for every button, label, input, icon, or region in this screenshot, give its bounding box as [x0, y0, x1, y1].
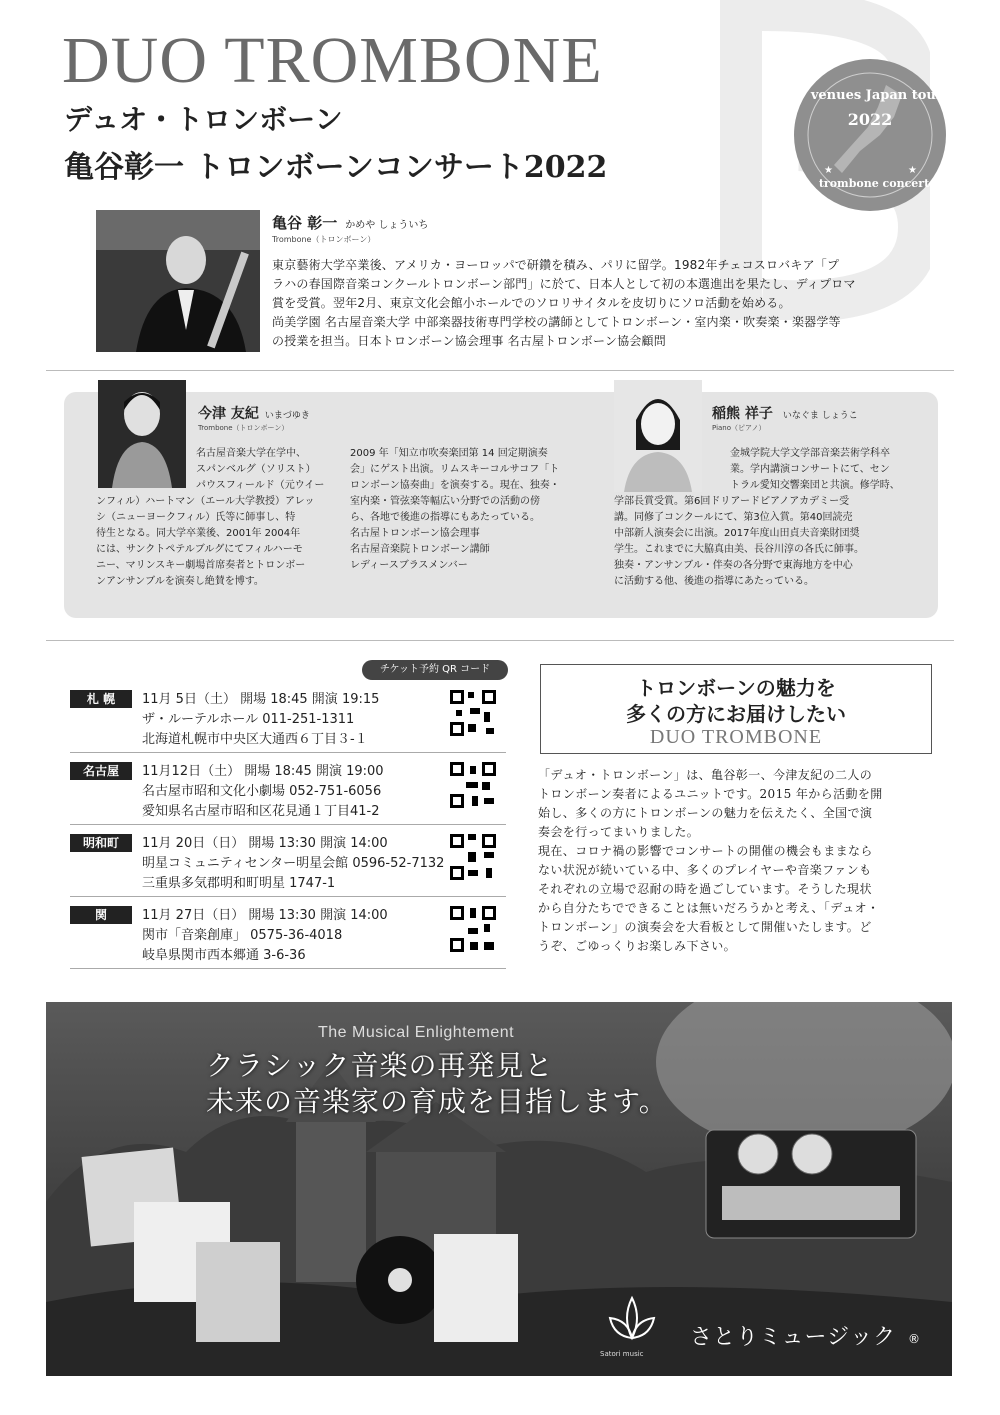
- event-venue: 名古屋市昭和文化小劇場 052-751-6056: [142, 784, 382, 799]
- event-date: 11月 20日（日） 開場 13:30 開演 14:00: [142, 836, 388, 851]
- performer3-bio: 金城学院大学文学部音楽芸術学科卒 業。学内講演コンサートにて、セン トラル愛知交響楽団と共演。修学時、 学部長賞受賞。第6回ドリアードピアノアカデミー受 講。同修了コンクールにて、第3位入賞。第40回読売 中部新人演奏会に出演。2017年度山田貞夫音楽財団奨 学生。これまでに大脇真由美、長谷川淳の各氏に師事。 独奏・アンサンブル・伴奏の各分野で東海地方を中心 に活動する他、後進の指導にあたっている。: [614, 448, 900, 587]
- event-address: 岐阜県関市西本郷通 3-6-36: [142, 948, 306, 963]
- city-label: 明和町: [70, 834, 132, 852]
- title-japanese: デュオ・トロンボーン: [64, 103, 343, 136]
- event-date: 11月 27日（日） 開場 13:30 開演 14:00: [142, 908, 388, 923]
- event-venue: 明星コミュニティセンター明星会館 0596-52-7132: [142, 856, 445, 871]
- event-venue: 関市「音楽創庫」 0575-36-4018: [142, 928, 343, 943]
- registered-mark: ®: [908, 1332, 920, 1346]
- performer1-name: 亀谷 彰一 かめや しょういち: [272, 214, 429, 232]
- divider: [46, 640, 954, 641]
- star-icon: ★: [824, 165, 833, 176]
- banner-english: The Musical Enlightement: [318, 1024, 515, 1041]
- performer1-kana: かめや しょういち: [345, 220, 429, 231]
- schedule-row: [70, 900, 506, 969]
- qr-code-icon[interactable]: [448, 832, 498, 882]
- message-heading-line1: トロンボーンの魅力を: [636, 676, 836, 700]
- title-english: DUO TROMBONE: [62, 24, 603, 97]
- city-label: 名古屋: [70, 762, 132, 780]
- kameya-photo: [96, 210, 260, 352]
- banner-tagline-line1: クラシック音楽の再発見と: [206, 1049, 554, 1082]
- tour-badge: [790, 55, 950, 215]
- banner-tagline-line2: 未来の音楽家の育成を目指します。: [206, 1085, 668, 1118]
- badge-subtitle: trombone concert: [818, 177, 930, 190]
- qr-code-icon[interactable]: [448, 904, 498, 954]
- performer1-role: Trombone（トロンボーン）: [272, 235, 376, 244]
- city-label: 札 幌: [70, 690, 132, 708]
- performer1-bio: 東京藝術大学卒業後、アメリカ・ヨーロッパで研鑽を積み、パリに留学。1982年チェコスロバキア「プ ラハの春国際音楽コンクールトロンボーン部門」に於て、日本人として初の本選進出を果たし、ディプロマ 賞を受賞。翌年2月、東京文化会館小ホールでのソロリサイタルを皮切りにソロ活動を始める。 尚美学園 名古屋音楽大学 中部楽器技術専門学校の講師としてトロンボーン・室内楽・吹奏楽・楽器学等 の授業を担当。日本トロンボーン協会理事 名古屋トロンボーン協会顧問: [272, 258, 856, 348]
- message-heading-line2: 多くの方にお届けしたい: [626, 702, 846, 726]
- qr-code-icon[interactable]: [448, 760, 498, 810]
- event-venue: ザ・ルーテルホール 011-251-1311: [142, 712, 355, 727]
- performer2-name: 今津 友紀 いまづゆき: [198, 406, 310, 422]
- lotus-logo-icon: [602, 1292, 662, 1346]
- performer2-role: Trombone（トロンボーン）: [198, 424, 289, 432]
- event-address: 三重県多気郡明和町明星 1747-1: [142, 876, 336, 891]
- event-date: 11月12日（土） 開場 18:45 開演 19:00: [142, 764, 384, 779]
- qr-code-label: チケット予約 QR コード: [362, 660, 508, 680]
- schedule-row: [70, 684, 506, 753]
- message-heading-english: DUO TROMBONE: [649, 726, 823, 748]
- qr-code-icon[interactable]: [448, 688, 498, 738]
- divider: [46, 370, 954, 371]
- star-icon: ★: [908, 165, 917, 176]
- event-address: 愛知県名古屋市昭和区花見通１丁目41-2: [142, 804, 380, 819]
- performer3-name: 稲熊 祥子 いなぐま しょうこ: [712, 406, 858, 422]
- performer2-bio-left: 名古屋音楽大学在学中、 スパンベルグ（ソリスト） パウスフィールド（元ウイー ンフィル）ハートマン（エール大学教授）アレッ シ（ニューヨークフィル）氏等に師事し、特 待生となる。同大学卒業後、2001年 2004年 には、サンクトペテルブルグにてフィルハーモ ニー、マリンスキー劇場首席奏者とトロンボー ンアンサンブルを演奏し絶賛を博す。: [96, 448, 325, 587]
- brand-name: さとりミュージック: [690, 1325, 897, 1350]
- schedule-row: [70, 828, 506, 897]
- brand-romanized: Satori music: [600, 1350, 644, 1358]
- event-date: 11月 5日（土） 開場 18:45 開演 19:15: [142, 692, 380, 707]
- concert-title: 亀谷彰一 トロンボーンコンサート2022: [64, 150, 608, 185]
- badge-year: 2022: [847, 110, 893, 129]
- performer2-bio-right: 2009 年「知立市吹奏楽団第 14 回定期演奏 会」にゲスト出演。リムスキーコルサコフ「ト ロンボーン協奏曲」を演奏する。現在、独奏・ 室内楽・管弦楽等幅広い分野での活動の傍 ら、各地で後進の指導にもあたっている。 名古屋トロンボーン協会理事 名古屋音楽院トロンボーン講師 レディースブラスメンバー: [350, 448, 560, 571]
- city-label: 関: [70, 906, 132, 924]
- performer3-role: Piano（ピアノ）: [712, 424, 766, 432]
- performer3-kana: いなぐま しょうこ: [782, 411, 858, 421]
- message-body: 「デュオ・トロンボーン」は、亀谷彰一、今津友紀の二人の トロンボーン奏者によるユニットです。2015 年から活動を開 始し、多くの方にトロンボーンの魅力を伝えたく、全国で演 奏会を行ってまいりました。 現在、コロナ禍の影響でコンサートの開催の機会もままなら ない状況が続いている中、多くのプレイヤーや音楽ファンも それぞれの立場で忍耐の時を過ごしています。そうした現状 から自分たちでできることは無いだろうかと考え、「デュオ・ トロンボーン」の演奏会を大看板として開催いたします。ど うぞ、ごゆっくりお楽しみ下さい。: [538, 768, 883, 953]
- performer2-kana: いまづゆき: [264, 411, 310, 421]
- event-address: 北海道札幌市中央区大通西６丁目３-１: [142, 732, 368, 747]
- schedule-row: [70, 756, 506, 825]
- badge-title: 7 venues Japan tour: [797, 88, 943, 103]
